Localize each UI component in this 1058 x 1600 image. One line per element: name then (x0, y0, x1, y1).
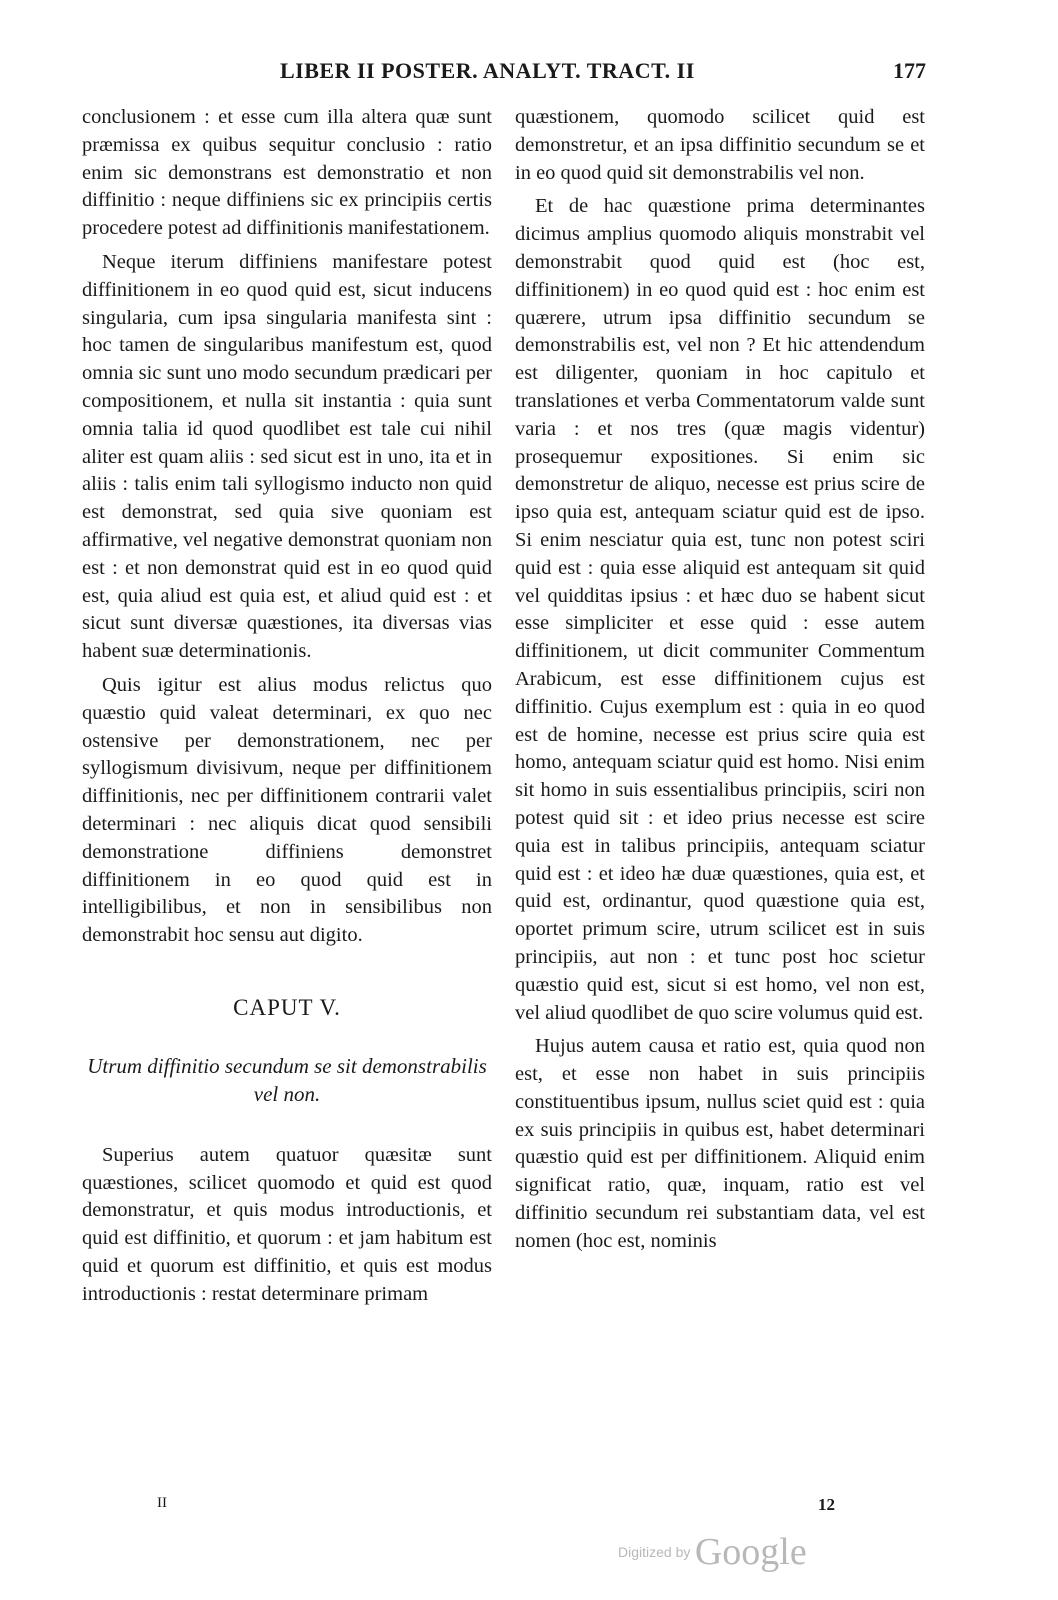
paragraph: quæstionem, quomodo scilicet quid est demonstretur, et an ipsa diffinitio secundum se et in eo quod quid sit demonstrabilis vel non. (515, 106, 925, 184)
paragraph: conclusionem : et esse cum illa altera quæ sunt præmissa ex quibus sequitur conclusio : ratio enim sic demonstrans est demonstratio et non diffinitio : neque diffiniens sic ex principiis certis procedere potest ad diffinitionis manifestationem. (82, 106, 492, 240)
paragraph: Et de hac quæstione prima determinantes dicimus amplius quomodo aliquis monstrabit vel demonstrabit quod quid est (hoc est, diffinitionem) in eo quod quid est : hoc enim est quærere, utrum ipsa diffinitio secundum se demonstrabilis est, vel non ? Et hic attendendum est diligenter, quoniam in hoc capitulo et translationes et verba Commentatorum valde sunt varia : et nos tres (quæ magis videntur) prosequemur expositiones. Si enim sic demonstretur de aliquo, necesse est prius scire de ipso quia est, antequam sciatur quid est de ipso. Si enim nesciatur quia est, tunc non potest sciri quid est : quia esse aliquid est antequam sit quid vel quidditas ipsius : et hæc duo se habent sicut esse simpliciter et esse quid : esse autem diffinitionem, ut dicit communiter Commentum Arabicum, est esse diffinitionem cujus est diffinitio. Cujus exemplum est : quia in eo quod est de homine, necesse est prius scire quia est homo, antequam sciatur quid est homo. Nisi enim sit homo in suis essentialibus principiis, sciri non potest quid sit : et ideo prius necesse est scire quia est in talibus principiis, antequam sciatur quid est : et ideo hæ duæ quæstiones, quia est, et quid est, ordinantur, quod quæstione quia est, oportet primum scire, utrum scilicet est in suis principiis, aut non : et tunc post hoc scietur quæstio quid est, sicut si est homo, vel non est, vel aliud quodlibet de quo scire volumus quid est. (515, 195, 925, 1024)
left-column (82, 104, 492, 1308)
signature-mark-left: II (157, 1495, 167, 1511)
running-head: LIBER II POSTER. ANALYT. TRACT. II (280, 58, 695, 83)
paragraph: Hujus autem causa et ratio est, quia quod non est, et esse non habet in suis principiis constituentibus ipsum, nullus sciet quid est : quia ex suis principiis in quibus est, habet determinari quæstio quid est per diffinitionem. Aliquid enim significat ratio, quæ, inquam, ratio est vel diffinitio secundum rei substantiam data, vel est nomen (hoc est, nominis (515, 1035, 925, 1252)
google-logo: Google (694, 1531, 807, 1573)
page-number: 177 (893, 58, 926, 83)
watermark-prefix: Digitized by (618, 1544, 691, 1560)
digitized-watermark (618, 1530, 807, 1574)
chapter-heading: CAPUT V. (233, 994, 341, 1020)
right-column (515, 104, 925, 1256)
signature-mark-right: 12 (818, 1495, 835, 1514)
paragraph: Neque iterum diffiniens manifestare potest diffinitionem in eo quod quid est, sicut inducens singularia, cum ipsa singularia manifesta sint : hoc tamen de singularibus manifestum est, quod omnia sic sunt uno modo secundum prædicari per compositionem, et nulla sit instantia : quia sunt omnia talia id quod quodlibet est tale cui nihil aliter est quam aliis : sed sicut est in uno, ita et in aliis : talis enim tali syllogismo inducto non quid est demonstrat, sed quia sive quoniam est affirmative, vel negative demonstrat quoniam non est : et non demonstrat quid est in eo quod quid est, quia aliud est quia est, et aliud quid est : et sicut sunt diversæ quæstiones, ita diversas vias habent suæ determinationis. (82, 250, 492, 663)
paragraph: Superius autem quatuor quæsitæ sunt quæstiones, scilicet quomodo et quid est quod demonstratur, et quis modus introductionis, et quid est diffinitio, et quorum : et jam habitum est quid et quorum est diffinitio, et quis est modus introductionis : restat determinare primam (82, 1143, 492, 1305)
chapter-title: Utrum diffinitio secundum se sit demonstrabilis vel non. (87, 1053, 487, 1106)
paragraph: Quis igitur est alius modus relictus quo quæstio quid valeat determinari, ex quo nec ostensive per demonstrationem, nec per syllogismum divisivum, neque per diffinitionem diffinitionis, nec per diffinitionem contrarii valet determinari : nec aliquis dicat quod sensibili demonstratione diffiniens demonstret diffinitionem in eo quod quid est in intelligibilibus, et non in sensibilibus non demonstrabit hoc sensu aut digito. (82, 673, 492, 947)
